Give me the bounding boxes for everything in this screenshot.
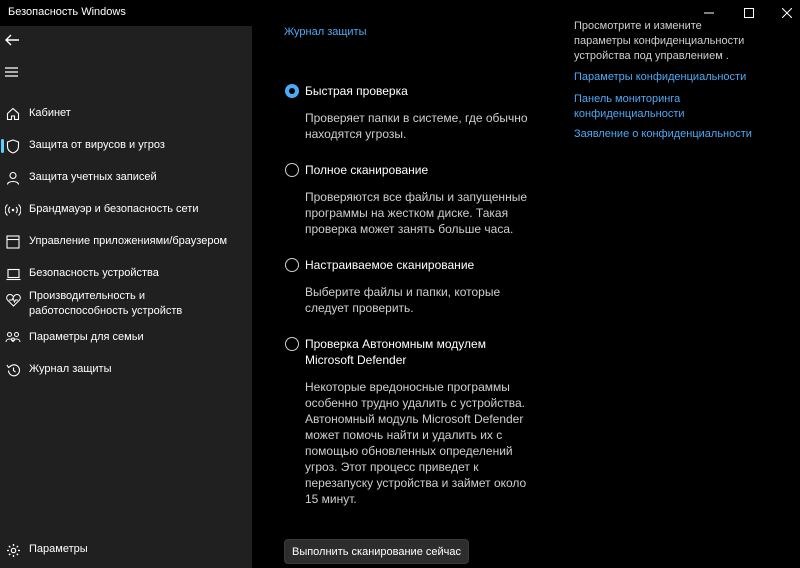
option-desc-line: следует проверить. — [305, 301, 414, 315]
sidebar-item-label: Параметры для семьи — [29, 331, 144, 343]
menu-button[interactable] — [5, 65, 21, 79]
sidebar — [0, 26, 252, 568]
app-browser-icon — [5, 234, 21, 250]
family-icon — [5, 330, 21, 346]
sidebar-item-device-security[interactable] — [0, 264, 252, 284]
sidebar-item-label: Кабинет — [29, 107, 71, 119]
option-title-line: Проверка Автономным модулем — [305, 337, 486, 351]
sidebar-item-account-protection[interactable] — [0, 168, 252, 188]
minimize-icon — [704, 8, 714, 18]
shield-icon — [5, 138, 21, 154]
sidebar-item-label: Брандмауэр и безопасность сети — [29, 203, 199, 215]
scan-now-button[interactable]: Выполнить сканирование сейчас — [284, 539, 469, 564]
laptop-icon — [5, 266, 21, 282]
person-icon — [5, 170, 21, 186]
option-desc-line: 15 минут. — [305, 492, 357, 506]
option-desc-line: помощью обновленных определений — [305, 444, 513, 458]
sidebar-item-label: Управление приложениями/браузером — [29, 235, 228, 247]
option-title: Настраиваемое сканирование — [305, 258, 475, 272]
sidebar-item-label: Безопасность устройства — [29, 267, 159, 279]
option-desc-line: Проверяются все файлы и запущенные — [305, 190, 527, 204]
option-desc-line: Выберите файлы и папки, которые — [305, 285, 501, 299]
sidebar-item-app-browser[interactable] — [0, 232, 252, 252]
back-button[interactable] — [4, 32, 22, 50]
radio-quick-scan[interactable] — [285, 84, 299, 98]
privacy-text-line: параметры конфиденциальности — [574, 35, 745, 47]
option-title: Быстрая проверка — [305, 84, 408, 98]
option-title-line: Microsoft Defender — [305, 353, 407, 367]
privacy-text-line: устройства под управлением . — [574, 50, 729, 62]
sidebar-item-label: Параметры — [29, 543, 88, 555]
privacy-settings-link[interactable]: Параметры конфиденциальности — [574, 71, 747, 83]
option-title: Полное сканирование — [305, 163, 429, 177]
sidebar-item-firewall[interactable] — [0, 200, 252, 220]
wifi-icon — [5, 202, 21, 218]
privacy-dashboard-link-line2[interactable]: конфиденциальности — [574, 108, 685, 120]
option-desc-line: Некоторые вредоносные программы — [305, 380, 510, 394]
protection-history-link[interactable]: Журнал защиты — [284, 26, 367, 38]
privacy-statement-link[interactable]: Заявление о конфиденциальности — [574, 128, 752, 140]
sidebar-item-label-line1: Производительность и — [29, 290, 145, 302]
window-title: Безопасность Windows — [8, 6, 126, 18]
history-icon — [5, 362, 21, 378]
option-desc-line: особенно трудно удалить с устройства. — [305, 396, 525, 410]
maximize-icon — [744, 8, 754, 18]
sidebar-item-home[interactable] — [0, 104, 252, 124]
sidebar-item-device-performance[interactable] — [0, 288, 252, 320]
radio-full-scan[interactable] — [285, 163, 299, 177]
sidebar-item-protection-history[interactable] — [0, 360, 252, 380]
home-icon — [5, 106, 21, 122]
hamburger-icon — [5, 66, 19, 78]
option-desc-line: находятся угрозы. — [305, 127, 407, 141]
option-desc-line: Автономный модуль Microsoft Defender — [305, 412, 524, 426]
sidebar-item-label: Защита от вирусов и угроз — [29, 139, 165, 151]
option-desc-line: программы на жестком диске. Такая — [305, 206, 509, 220]
option-desc-line: Проверяет папки в системе, где обычно — [305, 111, 528, 125]
privacy-dashboard-link[interactable]: Панель мониторинга — [574, 93, 681, 105]
sidebar-item-label-line2: работоспособность устройств — [29, 305, 183, 317]
option-desc-line: перезапуску устройства и займет около — [305, 476, 527, 490]
back-arrow-icon — [4, 32, 20, 48]
privacy-text-line: Просмотрите и измените — [574, 20, 702, 32]
sidebar-item-label: Журнал защиты — [29, 363, 112, 375]
option-desc-line: проверка может занять больше часа. — [305, 222, 514, 236]
selection-indicator — [1, 139, 4, 153]
sidebar-item-label: Защита учетных записей — [29, 171, 157, 183]
sidebar-item-family[interactable] — [0, 328, 252, 348]
sidebar-item-virus-protection[interactable] — [0, 136, 252, 156]
close-icon — [782, 8, 792, 18]
radio-offline-scan[interactable] — [285, 337, 299, 351]
option-desc-line: может помочь найти и удалить их с — [305, 428, 503, 442]
option-desc-line: угроз. Этот процесс приведет к — [305, 460, 479, 474]
radio-custom-scan[interactable] — [285, 258, 299, 272]
sidebar-item-settings[interactable] — [0, 540, 252, 560]
gear-icon — [5, 542, 21, 558]
heart-icon — [5, 292, 21, 308]
close-button[interactable] — [764, 0, 800, 26]
